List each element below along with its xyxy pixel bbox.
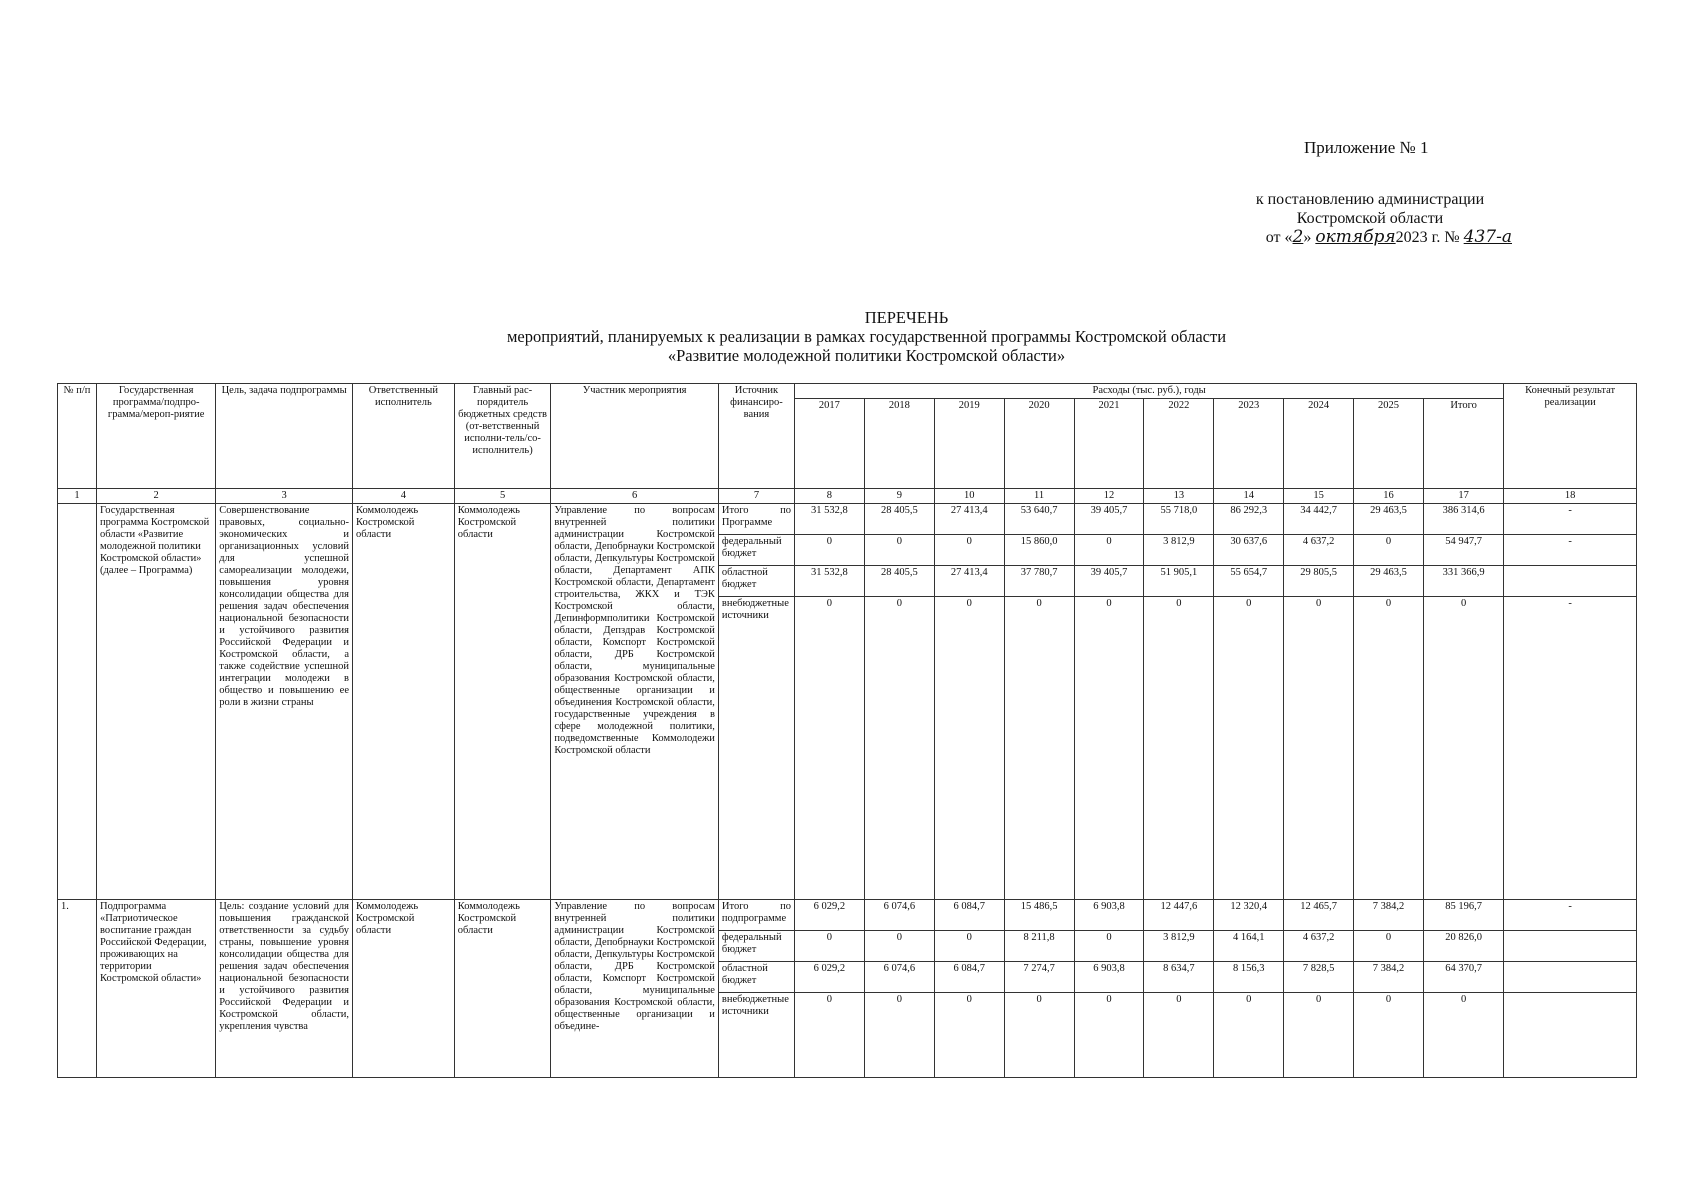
column-number: 13	[1144, 489, 1214, 504]
row-participant: Управление по вопросам внутренней политики администрации Костромской области, Депобрнауки Костромской области, Депкультуры Костромской области, ДРБ Костромской области, Комспорт Костромской области, муниципальные образования Костромской области, общественные организации и объедине-	[551, 900, 719, 1078]
result-cell	[1504, 993, 1637, 1078]
result-cell: -	[1504, 900, 1637, 931]
value-cell: 12 320,4	[1214, 900, 1284, 931]
table-row	[58, 504, 1637, 535]
value-cell: 6 029,2	[794, 962, 864, 993]
header-year: 2021	[1074, 399, 1144, 489]
value-cell: 0	[1074, 535, 1144, 566]
value-cell: 28 405,5	[864, 566, 934, 597]
column-number: 2	[97, 489, 216, 504]
value-cell: 0	[794, 993, 864, 1078]
decree-line-1: к постановлению администрации	[1255, 191, 1485, 208]
header-result: Конечный результат реализации	[1504, 384, 1637, 489]
appendix-label: Приложение № 1	[1304, 138, 1429, 157]
decree-reference	[1210, 190, 1530, 247]
value-cell: 29 805,5	[1284, 566, 1354, 597]
header-year: 2023	[1214, 399, 1284, 489]
value-cell: 15 860,0	[1004, 535, 1074, 566]
result-cell: -	[1504, 535, 1637, 566]
value-cell: 4 637,2	[1284, 931, 1354, 962]
document-subtitle-1: мероприятий, планируемых к реализации в рамках государственной программы Костромской области	[506, 327, 1227, 346]
column-number: 6	[551, 489, 719, 504]
row-source: Итого по подпрограмме	[718, 900, 794, 931]
value-cell: 34 442,7	[1284, 504, 1354, 535]
value-cell: 27 413,4	[934, 504, 1004, 535]
row-source: областной бюджет	[718, 566, 794, 597]
column-number: 17	[1424, 489, 1504, 504]
value-cell: 6 074,6	[864, 900, 934, 931]
activities-table	[57, 383, 1637, 1078]
value-cell: 0	[934, 535, 1004, 566]
row-source: Итого по Программе	[718, 504, 794, 535]
column-number: 14	[1214, 489, 1284, 504]
document-subtitle-2: «Развитие молодежной политики Костромской области»	[667, 346, 1066, 365]
value-cell: 55 718,0	[1144, 504, 1214, 535]
column-number: 8	[794, 489, 864, 504]
result-cell	[1504, 962, 1637, 993]
result-cell: -	[1504, 504, 1637, 535]
value-cell: 0	[1214, 597, 1284, 900]
header-year: 2018	[864, 399, 934, 489]
document-title: ПЕРЕЧЕНЬ	[864, 308, 949, 327]
result-cell	[1504, 931, 1637, 962]
value-cell: 0	[1144, 597, 1214, 900]
decree-number: 437-а	[1463, 227, 1512, 247]
decree-day: 2	[1292, 227, 1304, 247]
value-cell: 0	[1354, 535, 1424, 566]
value-cell: 8 211,8	[1004, 931, 1074, 962]
value-cell: 0	[1354, 597, 1424, 900]
value-cell: 8 634,7	[1144, 962, 1214, 993]
row-main-manager: Коммолодежь Костромской области	[454, 900, 551, 1078]
value-cell: 0	[1354, 993, 1424, 1078]
column-number: 1	[58, 489, 97, 504]
column-number: 5	[454, 489, 551, 504]
value-cell: 27 413,4	[934, 566, 1004, 597]
row-participant: Управление по вопросам внутренней политики администрации Костромской области, Депобрнауки Костромской области, Депкультуры Костромской области, Департамент АПК Костромской области, Департамент строительства, ЖКХ и ТЭК Костромской области, Депинформполитики Костромской области, Депздрав Костромской области, Комспорт Костромской области, ДРБ Костромской области, муниципальные образования Костромской области, общественные организации и объединения Костромской области, государственные учреждения в сфере молодежной политики, подведомственные Коммолодежи Костромской области	[551, 504, 719, 900]
value-cell: 3 812,9	[1144, 535, 1214, 566]
row-source: федеральный бюджет	[718, 931, 794, 962]
header-year: 2019	[934, 399, 1004, 489]
total-cell: 0	[1424, 597, 1504, 900]
table-row	[58, 900, 1637, 931]
value-cell: 0	[1354, 931, 1424, 962]
value-cell: 12 447,6	[1144, 900, 1214, 931]
row-goal: Совершенствование правовых, социально-экономических и организационных условий для успешной самореализации молодежи, повышения уровня консолидации общества для решения задач обеспечения национальной безопасности и устойчивого развития Российской Федерации и Костромской области, а также содействие успешной интеграции молодежи в общество и повышению ее роли в жизни страны	[216, 504, 353, 900]
row-number	[58, 504, 97, 900]
value-cell: 39 405,7	[1074, 566, 1144, 597]
row-program: Подпрограмма «Патриотическое воспитание граждан Российской Федерации, проживающих на территории Костромской области»	[97, 900, 216, 1078]
row-source: внебюджетные источники	[718, 993, 794, 1078]
value-cell: 7 384,2	[1354, 900, 1424, 931]
value-cell: 0	[1284, 597, 1354, 900]
value-cell: 6 084,7	[934, 900, 1004, 931]
decree-line-2: Костромской области	[1296, 210, 1444, 227]
value-cell: 6 903,8	[1074, 900, 1144, 931]
value-cell: 0	[794, 597, 864, 900]
header-participant: Участник мероприятия	[551, 384, 719, 489]
value-cell: 8 156,3	[1214, 962, 1284, 993]
column-number: 15	[1284, 489, 1354, 504]
value-cell: 28 405,5	[864, 504, 934, 535]
value-cell: 29 463,5	[1354, 504, 1424, 535]
value-cell: 0	[1004, 993, 1074, 1078]
column-number: 10	[934, 489, 1004, 504]
header-year: 2024	[1284, 399, 1354, 489]
value-cell: 7 384,2	[1354, 962, 1424, 993]
header-program: Государственная программа/подпро-грамма/мероп-риятие	[97, 384, 216, 489]
value-cell: 30 637,6	[1214, 535, 1284, 566]
value-cell: 37 780,7	[1004, 566, 1074, 597]
value-cell: 0	[934, 597, 1004, 900]
row-source: внебюджетные источники	[718, 597, 794, 900]
value-cell: 0	[934, 993, 1004, 1078]
row-program: Государственная программа Костромской области «Развитие молодежной политики Костромской области» (далее – Программа)	[97, 504, 216, 900]
header-responsible: Ответственный исполнитель	[352, 384, 454, 489]
header-main-manager: Главный рас-порядитель бюджетных средств (от-ветственный исполни-тель/со-исполнитель)	[454, 384, 551, 489]
value-cell: 29 463,5	[1354, 566, 1424, 597]
header-expenses: Расходы (тыс. руб.), годы	[794, 384, 1503, 399]
value-cell: 6 903,8	[1074, 962, 1144, 993]
row-number: 1.	[58, 900, 97, 1078]
decree-month: октября	[1315, 227, 1396, 247]
value-cell: 39 405,7	[1074, 504, 1144, 535]
value-cell: 7 274,7	[1004, 962, 1074, 993]
result-cell: -	[1504, 597, 1637, 900]
column-number: 3	[216, 489, 353, 504]
decree-from: от «	[1265, 229, 1293, 246]
value-cell: 31 532,8	[794, 504, 864, 535]
value-cell: 3 812,9	[1144, 931, 1214, 962]
header-year: 2022	[1144, 399, 1214, 489]
decree-quote: »	[1303, 229, 1312, 246]
total-cell: 386 314,6	[1424, 504, 1504, 535]
value-cell: 12 465,7	[1284, 900, 1354, 931]
total-cell: 64 370,7	[1424, 962, 1504, 993]
row-responsible: Коммолодежь Костромской области	[352, 504, 454, 900]
value-cell: 4 637,2	[1284, 535, 1354, 566]
row-goal: Цель: создание условий для повышения гражданской ответственности за судьбу страны, повышение уровня консолидации общества для решения задач обеспечения национальной безопасности и устойчивого развития Российской Федерации и Костромской области, укрепления чувства	[216, 900, 353, 1078]
header-source: Источник финансиро-вания	[718, 384, 794, 489]
column-numbers-row	[58, 489, 1637, 504]
value-cell: 15 486,5	[1004, 900, 1074, 931]
value-cell: 0	[794, 535, 864, 566]
value-cell: 0	[1074, 597, 1144, 900]
row-source: областной бюджет	[718, 962, 794, 993]
column-number: 9	[864, 489, 934, 504]
value-cell: 0	[864, 993, 934, 1078]
header-total: Итого	[1424, 399, 1504, 489]
total-cell: 0	[1424, 993, 1504, 1078]
value-cell: 6 029,2	[794, 900, 864, 931]
value-cell: 6 084,7	[934, 962, 1004, 993]
column-number: 12	[1074, 489, 1144, 504]
decree-year: 2023 г. №	[1395, 229, 1460, 246]
value-cell: 7 828,5	[1284, 962, 1354, 993]
row-source: федеральный бюджет	[718, 535, 794, 566]
value-cell: 0	[794, 931, 864, 962]
value-cell: 0	[1214, 993, 1284, 1078]
header-goal: Цель, задача подпрограммы	[216, 384, 353, 489]
value-cell: 4 164,1	[1214, 931, 1284, 962]
value-cell: 6 074,6	[864, 962, 934, 993]
row-responsible: Коммолодежь Костромской области	[352, 900, 454, 1078]
value-cell: 0	[864, 535, 934, 566]
total-cell: 54 947,7	[1424, 535, 1504, 566]
column-number: 7	[718, 489, 794, 504]
value-cell: 51 905,1	[1144, 566, 1214, 597]
total-cell: 331 366,9	[1424, 566, 1504, 597]
header-year: 2025	[1354, 399, 1424, 489]
value-cell: 0	[934, 931, 1004, 962]
value-cell: 0	[864, 931, 934, 962]
value-cell: 0	[864, 597, 934, 900]
value-cell: 0	[1144, 993, 1214, 1078]
value-cell: 0	[1284, 993, 1354, 1078]
value-cell: 55 654,7	[1214, 566, 1284, 597]
row-main-manager: Коммолодежь Костромской области	[454, 504, 551, 900]
document-heading	[0, 308, 1693, 365]
decree-date-line	[1210, 228, 1530, 247]
header-no: № п/п	[58, 384, 97, 489]
value-cell: 0	[1074, 931, 1144, 962]
value-cell: 31 532,8	[794, 566, 864, 597]
column-number: 18	[1504, 489, 1637, 504]
column-number: 16	[1354, 489, 1424, 504]
total-cell: 20 826,0	[1424, 931, 1504, 962]
value-cell: 86 292,3	[1214, 504, 1284, 535]
column-number: 11	[1004, 489, 1074, 504]
header-year: 2017	[794, 399, 864, 489]
value-cell: 0	[1004, 597, 1074, 900]
header-year: 2020	[1004, 399, 1074, 489]
value-cell: 53 640,7	[1004, 504, 1074, 535]
result-cell	[1504, 566, 1637, 597]
column-number: 4	[352, 489, 454, 504]
total-cell: 85 196,7	[1424, 900, 1504, 931]
value-cell: 0	[1074, 993, 1144, 1078]
